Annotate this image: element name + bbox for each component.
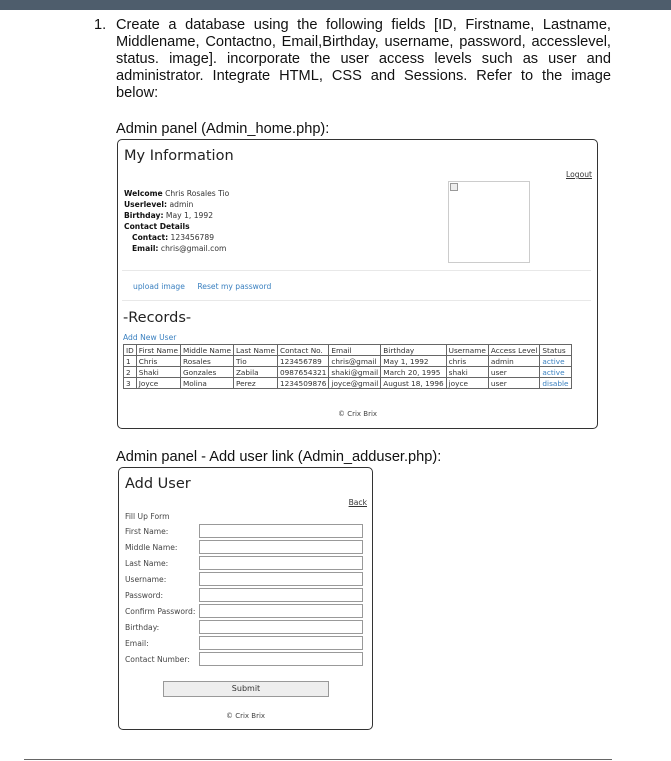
status-link[interactable]: active — [540, 367, 571, 378]
table-cell: May 1, 1992 — [381, 356, 446, 367]
contact-row: Contact: 123456789 — [132, 233, 215, 242]
table-cell: Zabila — [233, 367, 277, 378]
status-link[interactable]: active — [540, 356, 571, 367]
table-cell: Perez — [233, 378, 277, 389]
status-link[interactable]: disable — [540, 378, 571, 389]
divider — [122, 270, 591, 271]
field-label: Username: — [125, 575, 167, 584]
table-cell: admin — [488, 356, 540, 367]
table-cell: Rosales — [180, 356, 233, 367]
field-input[interactable] — [199, 652, 363, 666]
field-input[interactable] — [199, 572, 363, 586]
table-cell: 123456789 — [277, 356, 328, 367]
field-label: Contact Number: — [125, 655, 190, 664]
table-cell: August 18, 1996 — [381, 378, 446, 389]
table-row — [124, 356, 572, 367]
column-header: Username — [446, 345, 488, 356]
table-cell: chris@gmail — [329, 356, 381, 367]
column-header: Access Level — [488, 345, 540, 356]
records-table — [123, 344, 572, 389]
add-new-user-link[interactable]: Add New User — [123, 333, 177, 342]
caption-add-user: Admin panel - Add user link (Admin_adduser.php): — [116, 449, 442, 465]
column-header: Last Name — [233, 345, 277, 356]
table-cell: Molina — [180, 378, 233, 389]
table-cell: 1234509876 — [277, 378, 328, 389]
panel-footer: © Crix Brix — [338, 410, 378, 418]
table-cell: Joyce — [136, 378, 180, 389]
reset-password-link[interactable]: Reset my password — [197, 282, 272, 291]
table-cell: Chris — [136, 356, 180, 367]
table-row — [124, 378, 572, 389]
table-cell: shaki@gmail — [329, 367, 381, 378]
column-header: Email — [329, 345, 381, 356]
birthday-row: Birthday: May 1, 1992 — [124, 211, 214, 220]
upload-image-link[interactable]: upload image — [133, 282, 185, 291]
table-header-row — [124, 345, 572, 356]
table-cell: Tio — [233, 356, 277, 367]
userlevel-row: Userlevel: admin — [124, 200, 194, 209]
table-cell: joyce — [446, 378, 488, 389]
profile-image — [448, 181, 530, 263]
table-cell: 1 — [124, 356, 137, 367]
column-header: Contact No. — [277, 345, 328, 356]
field-label: First Name: — [125, 527, 169, 536]
records-title: -Records- — [123, 310, 192, 326]
field-input[interactable] — [199, 620, 363, 634]
column-header: Status — [540, 345, 571, 356]
column-header: ID — [124, 345, 137, 356]
table-cell: shaki — [446, 367, 488, 378]
contact-details-heading: Contact Details — [124, 222, 190, 231]
profile-actions — [133, 281, 271, 292]
panel-footer: © Crix Brix — [226, 712, 266, 720]
divider — [122, 300, 591, 301]
task-number: 1. — [94, 17, 107, 33]
field-input[interactable] — [199, 588, 363, 602]
table-cell: user — [488, 378, 540, 389]
field-input[interactable] — [199, 524, 363, 538]
table-cell: 3 — [124, 378, 137, 389]
broken-image-icon — [450, 183, 458, 191]
welcome-row: Welcome Chris Rosales Tio — [124, 189, 230, 198]
field-input[interactable] — [199, 604, 363, 618]
column-header: Birthday — [381, 345, 446, 356]
field-label: Password: — [125, 591, 164, 600]
field-input[interactable] — [199, 556, 363, 570]
top-bar — [0, 0, 671, 10]
column-header: First Name — [136, 345, 180, 356]
field-label: Birthday: — [125, 623, 160, 632]
field-label: Last Name: — [125, 559, 169, 568]
field-label: Email: — [125, 639, 149, 648]
field-label: Confirm Password: — [125, 607, 196, 616]
task-text: Create a database using the following fields [ID, Firstname, Lastname, Middlename, Contactno, Email,Birthday, username, password, accesslevel, status. image]. incorporate the user access levels such as user and administrator. Integrate HTML, CSS and Sessions. Refer to the image below: — [116, 17, 611, 101]
table-row — [124, 367, 572, 378]
add-user-panel — [118, 467, 373, 730]
table-cell: 2 — [124, 367, 137, 378]
form-heading: Fill Up Form — [125, 512, 170, 521]
bottom-rule — [24, 759, 612, 760]
table-cell: March 20, 1995 — [381, 367, 446, 378]
table-cell: joyce@gmail — [329, 378, 381, 389]
admin-home-panel — [117, 139, 598, 429]
table-cell: Gonzales — [180, 367, 233, 378]
field-input[interactable] — [199, 540, 363, 554]
email-row: Email: chris@gmail.com — [132, 244, 227, 253]
back-link[interactable]: Back — [348, 498, 367, 507]
field-label: Middle Name: — [125, 543, 178, 552]
field-input[interactable] — [199, 636, 363, 650]
submit-button[interactable]: Submit — [163, 681, 329, 697]
table-cell: 0987654321 — [277, 367, 328, 378]
logout-link[interactable]: Logout — [566, 170, 592, 179]
table-cell: chris — [446, 356, 488, 367]
panel-title: My Information — [124, 148, 234, 164]
panel-title: Add User — [125, 476, 191, 492]
caption-admin-home: Admin panel (Admin_home.php): — [116, 121, 330, 137]
column-header: Middle Name — [180, 345, 233, 356]
table-cell: user — [488, 367, 540, 378]
user-info — [124, 188, 229, 254]
table-cell: Shaki — [136, 367, 180, 378]
